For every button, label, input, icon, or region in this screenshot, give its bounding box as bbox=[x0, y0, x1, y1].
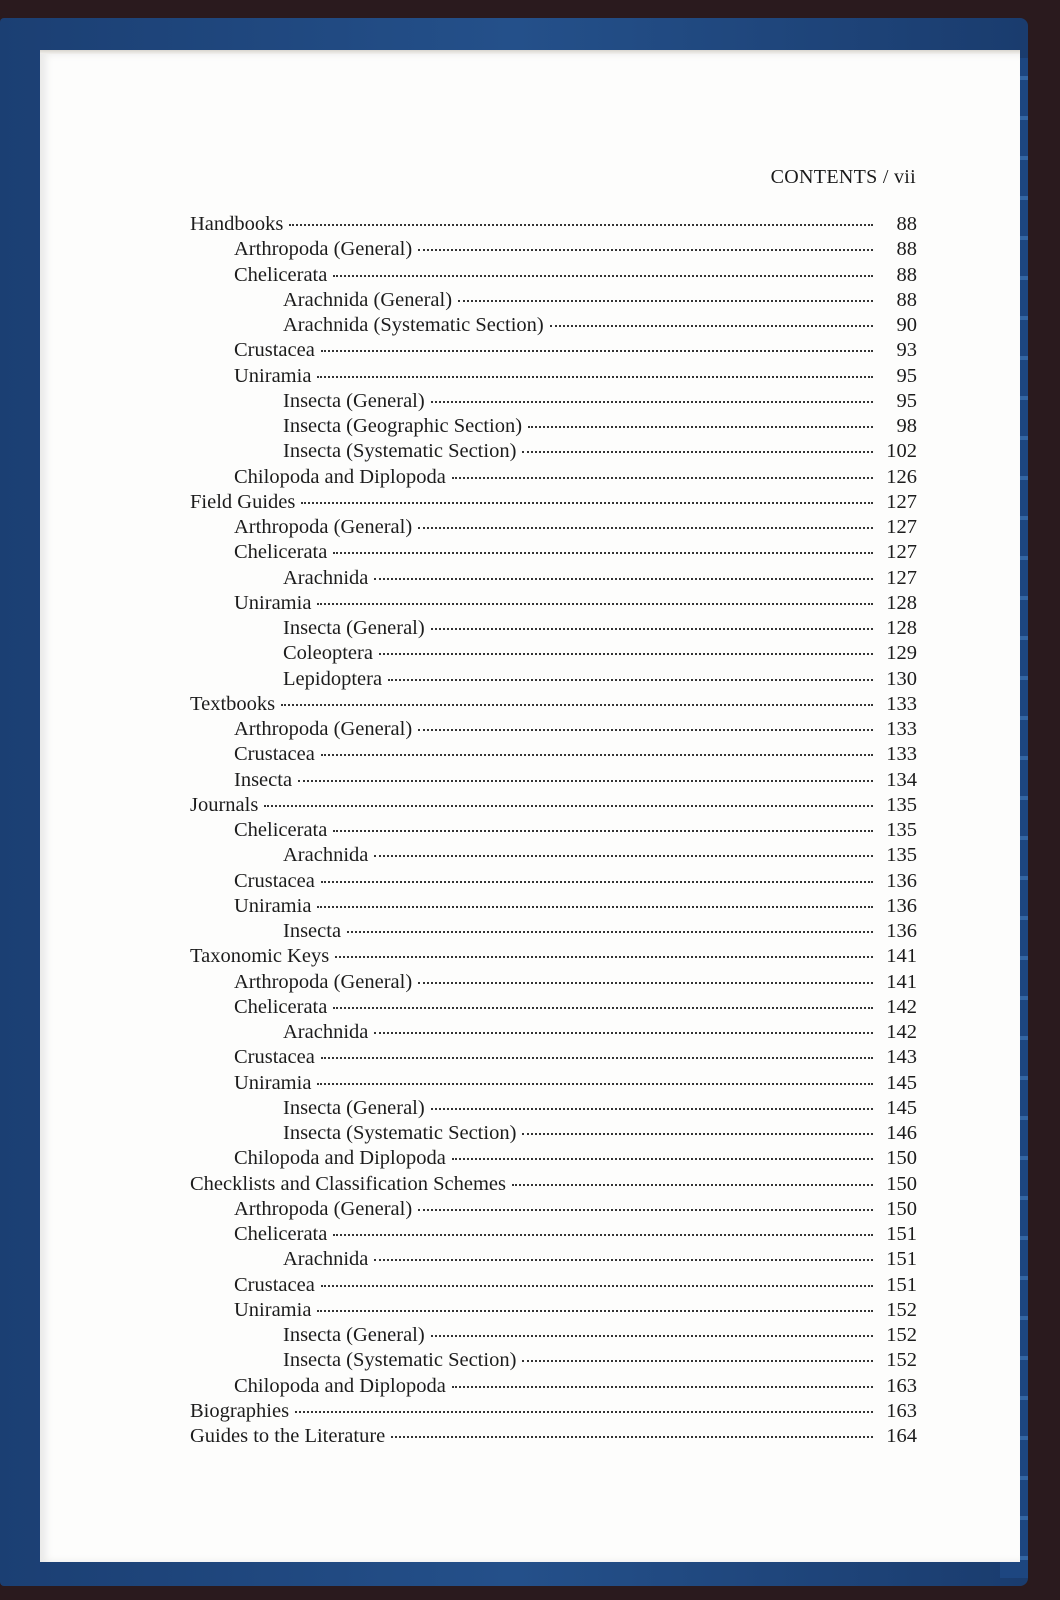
toc-entry-page-number: 128 bbox=[886, 591, 917, 614]
running-head: CONTENTS / vii bbox=[770, 166, 916, 188]
toc-entry bbox=[190, 895, 917, 920]
toc-entry-title: Biographies bbox=[190, 1399, 290, 1422]
toc-entry-title: Uniramia bbox=[234, 364, 312, 387]
dot-leader bbox=[289, 224, 873, 226]
dot-leader bbox=[452, 477, 873, 479]
toc-entry-page-number: 143 bbox=[886, 1046, 917, 1069]
toc-entry-page-number: 134 bbox=[886, 768, 917, 791]
toc-entry-title: Arthropoda (General) bbox=[234, 238, 413, 261]
toc-entry-title: Field Guides bbox=[190, 490, 296, 513]
toc-entry-page-number: 130 bbox=[886, 667, 917, 690]
toc-entry bbox=[190, 365, 917, 390]
toc-entry-page-number: 133 bbox=[886, 692, 917, 715]
toc-entry bbox=[190, 264, 917, 289]
toc-entry-page-number: 151 bbox=[886, 1248, 917, 1271]
dot-leader bbox=[388, 679, 873, 681]
toc-entry-page-number: 135 bbox=[886, 844, 917, 867]
toc-entry bbox=[190, 1425, 917, 1450]
dot-leader bbox=[333, 275, 873, 277]
toc-entry-title: Lepidoptera bbox=[283, 667, 383, 690]
toc-entry bbox=[190, 1147, 917, 1172]
toc-entry-page-number: 150 bbox=[886, 1197, 917, 1220]
toc-entry-title: Arthropoda (General) bbox=[234, 1197, 413, 1220]
toc-entry-title: Arthropoda (General) bbox=[234, 516, 413, 538]
dot-leader bbox=[374, 1259, 873, 1261]
toc-entry-title: Crustacea bbox=[234, 743, 315, 766]
toc-entry-page-number: 126 bbox=[886, 465, 917, 488]
toc-entry bbox=[190, 339, 917, 364]
toc-entry bbox=[190, 390, 917, 415]
toc-entry bbox=[190, 642, 917, 667]
toc-entry-page-number: 133 bbox=[886, 718, 917, 740]
toc-entry bbox=[190, 1198, 917, 1223]
dot-leader bbox=[317, 906, 873, 908]
toc-entry-page-number: 127 bbox=[886, 566, 917, 589]
dot-leader bbox=[317, 1083, 873, 1085]
toc-entry-title: Uniramia bbox=[234, 894, 312, 917]
dot-leader bbox=[512, 1184, 873, 1186]
dot-leader bbox=[379, 653, 873, 655]
dot-leader bbox=[335, 956, 873, 958]
toc-entry bbox=[190, 769, 917, 794]
dot-leader bbox=[317, 1310, 873, 1312]
toc-entry bbox=[190, 794, 917, 819]
toc-entry-title: Chelicerata bbox=[234, 819, 328, 841]
toc-entry-title: Insecta (Systematic Section) bbox=[283, 1349, 517, 1372]
dot-leader bbox=[522, 1360, 873, 1362]
dot-leader bbox=[418, 982, 873, 984]
dot-leader bbox=[333, 1234, 873, 1236]
toc-entry bbox=[190, 314, 917, 339]
toc-entry-page-number: 151 bbox=[886, 1223, 917, 1245]
toc-entry-page-number: 88 bbox=[896, 238, 917, 261]
toc-entry-title: Insecta (General) bbox=[283, 1096, 425, 1119]
toc-entry-page-number: 164 bbox=[886, 1425, 917, 1447]
toc-entry bbox=[190, 945, 917, 970]
toc-entry-title: Arachnida (Systematic Section) bbox=[283, 314, 544, 336]
toc-entry-title: Insecta bbox=[234, 768, 293, 791]
toc-entry-page-number: 152 bbox=[886, 1298, 917, 1321]
toc-entry-title: Crustacea bbox=[234, 869, 315, 892]
dot-leader bbox=[298, 780, 873, 782]
toc-entry bbox=[190, 1248, 917, 1273]
toc-entry bbox=[190, 844, 917, 869]
toc-entry bbox=[190, 213, 917, 238]
toc-entry-page-number: 145 bbox=[886, 1096, 917, 1119]
toc-entry bbox=[190, 920, 917, 945]
toc-entry bbox=[190, 743, 917, 768]
dot-leader bbox=[391, 1436, 873, 1438]
dot-leader bbox=[333, 552, 873, 554]
toc-entry bbox=[190, 819, 917, 844]
toc-entry bbox=[190, 567, 917, 592]
toc-entry-title: Uniramia bbox=[234, 591, 312, 614]
dot-leader bbox=[418, 1209, 873, 1211]
toc-entry-title: Chelicerata bbox=[234, 995, 328, 1018]
dot-leader bbox=[374, 855, 873, 857]
dot-leader bbox=[321, 1057, 873, 1059]
toc-entry-page-number: 163 bbox=[886, 1399, 917, 1422]
dot-leader bbox=[522, 1133, 873, 1135]
toc-entry-title: Arachnida bbox=[283, 566, 369, 589]
dot-leader bbox=[431, 1335, 873, 1337]
toc-entry-page-number: 127 bbox=[886, 490, 917, 513]
toc-entry-title: Arachnida bbox=[283, 1021, 369, 1043]
toc-entry bbox=[190, 1122, 917, 1147]
toc-entry bbox=[190, 1046, 917, 1071]
toc-entry-title: Coleoptera bbox=[283, 642, 373, 665]
toc-entry-page-number: 95 bbox=[896, 389, 917, 412]
toc-entry-title: Arachnida (General) bbox=[283, 288, 453, 311]
dot-leader bbox=[301, 502, 873, 504]
dot-leader bbox=[452, 1158, 873, 1160]
toc-entry bbox=[190, 1223, 917, 1248]
toc-entry-page-number: 136 bbox=[886, 869, 917, 892]
toc-entry-page-number: 98 bbox=[896, 415, 917, 437]
toc-entry-title: Insecta (General) bbox=[283, 1324, 425, 1346]
dot-leader bbox=[317, 376, 873, 378]
toc-entry-page-number: 127 bbox=[886, 516, 917, 538]
dot-leader bbox=[374, 1032, 873, 1034]
toc-entry-page-number: 150 bbox=[886, 1172, 917, 1195]
toc-entry-title: Insecta (General) bbox=[283, 389, 425, 412]
toc-entry-page-number: 163 bbox=[886, 1374, 917, 1397]
toc-entry bbox=[190, 668, 917, 693]
toc-entry bbox=[190, 1400, 917, 1425]
toc-entry-title: Insecta (Systematic Section) bbox=[283, 440, 517, 463]
toc-entry bbox=[190, 516, 917, 541]
dot-leader bbox=[528, 426, 873, 428]
toc-entry-page-number: 129 bbox=[886, 642, 917, 665]
toc-entry-title: Chilopoda and Diplopoda bbox=[234, 1147, 446, 1170]
toc-entry bbox=[190, 289, 917, 314]
dot-leader bbox=[374, 578, 873, 580]
dot-leader bbox=[321, 754, 873, 756]
dot-leader bbox=[347, 931, 873, 933]
toc-entry-title: Insecta (Systematic Section) bbox=[283, 1122, 517, 1144]
toc-entry-page-number: 135 bbox=[886, 793, 917, 816]
toc-entry-title: Journals bbox=[190, 793, 259, 816]
toc-entry bbox=[190, 491, 917, 516]
dot-leader bbox=[281, 704, 873, 706]
toc-entry-page-number: 152 bbox=[886, 1324, 917, 1346]
toc-entry-title: Checklists and Classification Schemes bbox=[190, 1172, 506, 1195]
toc-entry bbox=[190, 718, 917, 743]
toc-entry-title: Textbooks bbox=[190, 692, 276, 715]
toc-entry-title: Arthropoda (General) bbox=[234, 970, 413, 993]
toc-entry-title: Chelicerata bbox=[234, 263, 328, 286]
toc-entry bbox=[190, 1324, 917, 1349]
dot-leader bbox=[321, 1285, 873, 1287]
toc-entry-title: Crustacea bbox=[234, 339, 315, 362]
toc-entry-title: Insecta (Geographic Section) bbox=[283, 415, 523, 437]
dot-leader bbox=[522, 451, 873, 453]
toc-entry-page-number: 127 bbox=[886, 541, 917, 564]
toc-entry-title: Guides to the Literature bbox=[190, 1425, 386, 1447]
toc-entry bbox=[190, 466, 917, 491]
table-of-contents bbox=[190, 213, 917, 1450]
dot-leader bbox=[295, 1411, 873, 1413]
toc-entry bbox=[190, 592, 917, 617]
toc-entry-title: Arachnida bbox=[283, 1248, 369, 1271]
toc-entry-title: Chilopoda and Diplopoda bbox=[234, 1374, 446, 1397]
dot-leader bbox=[317, 603, 873, 605]
toc-entry bbox=[190, 541, 917, 566]
toc-entry bbox=[190, 1274, 917, 1299]
toc-entry bbox=[190, 1349, 917, 1374]
toc-entry-page-number: 145 bbox=[886, 1071, 917, 1094]
dot-leader bbox=[550, 325, 873, 327]
dot-leader bbox=[321, 881, 873, 883]
toc-entry-page-number: 93 bbox=[896, 339, 917, 362]
dot-leader bbox=[333, 1007, 873, 1009]
dot-leader bbox=[431, 401, 873, 403]
toc-entry-page-number: 102 bbox=[886, 440, 917, 463]
dot-leader bbox=[264, 805, 873, 807]
toc-entry bbox=[190, 971, 917, 996]
toc-entry-page-number: 88 bbox=[896, 263, 917, 286]
toc-entry bbox=[190, 996, 917, 1021]
toc-entry bbox=[190, 238, 917, 263]
toc-entry-title: Insecta (General) bbox=[283, 617, 425, 639]
toc-entry bbox=[190, 415, 917, 440]
dot-leader bbox=[418, 527, 873, 529]
toc-entry-page-number: 142 bbox=[886, 995, 917, 1018]
toc-entry bbox=[190, 1299, 917, 1324]
toc-entry-page-number: 90 bbox=[896, 314, 917, 336]
dot-leader bbox=[431, 1108, 873, 1110]
dot-leader bbox=[458, 300, 873, 302]
dot-leader bbox=[418, 729, 873, 731]
toc-entry-title: Taxonomic Keys bbox=[190, 945, 330, 968]
toc-entry bbox=[190, 1021, 917, 1046]
toc-entry-page-number: 133 bbox=[886, 743, 917, 766]
toc-entry-page-number: 88 bbox=[896, 213, 917, 235]
toc-entry-title: Insecta bbox=[283, 920, 342, 942]
toc-entry-title: Arthropoda (General) bbox=[234, 718, 413, 740]
toc-entry-page-number: 128 bbox=[886, 617, 917, 639]
toc-entry-page-number: 141 bbox=[886, 945, 917, 968]
dot-leader bbox=[418, 249, 873, 251]
toc-entry-title: Uniramia bbox=[234, 1298, 312, 1321]
toc-entry bbox=[190, 440, 917, 465]
dot-leader bbox=[321, 350, 873, 352]
toc-entry-page-number: 142 bbox=[886, 1021, 917, 1043]
toc-entry-title: Chelicerata bbox=[234, 541, 328, 564]
toc-entry-page-number: 150 bbox=[886, 1147, 917, 1170]
toc-entry-title: Crustacea bbox=[234, 1273, 315, 1296]
toc-entry-title: Chilopoda and Diplopoda bbox=[234, 465, 446, 488]
toc-entry-page-number: 146 bbox=[886, 1122, 917, 1144]
toc-entry bbox=[190, 1173, 917, 1198]
toc-entry bbox=[190, 1097, 917, 1122]
toc-entry bbox=[190, 870, 917, 895]
toc-entry-title: Arachnida bbox=[283, 844, 369, 867]
toc-entry bbox=[190, 1375, 917, 1400]
toc-entry-title: Handbooks bbox=[190, 213, 284, 235]
dot-leader bbox=[452, 1386, 873, 1388]
dot-leader bbox=[431, 628, 873, 630]
toc-entry-page-number: 141 bbox=[886, 970, 917, 993]
toc-entry-page-number: 151 bbox=[886, 1273, 917, 1296]
toc-entry-title: Uniramia bbox=[234, 1071, 312, 1094]
toc-entry-title: Crustacea bbox=[234, 1046, 315, 1069]
toc-entry bbox=[190, 693, 917, 718]
toc-entry bbox=[190, 1072, 917, 1097]
toc-entry-page-number: 95 bbox=[896, 364, 917, 387]
toc-entry-title: Chelicerata bbox=[234, 1223, 328, 1245]
toc-entry-page-number: 136 bbox=[886, 920, 917, 942]
dot-leader bbox=[333, 830, 873, 832]
toc-entry-page-number: 136 bbox=[886, 894, 917, 917]
toc-entry-page-number: 152 bbox=[886, 1349, 917, 1372]
toc-entry bbox=[190, 617, 917, 642]
toc-entry-page-number: 135 bbox=[886, 819, 917, 841]
toc-entry-page-number: 88 bbox=[896, 288, 917, 311]
